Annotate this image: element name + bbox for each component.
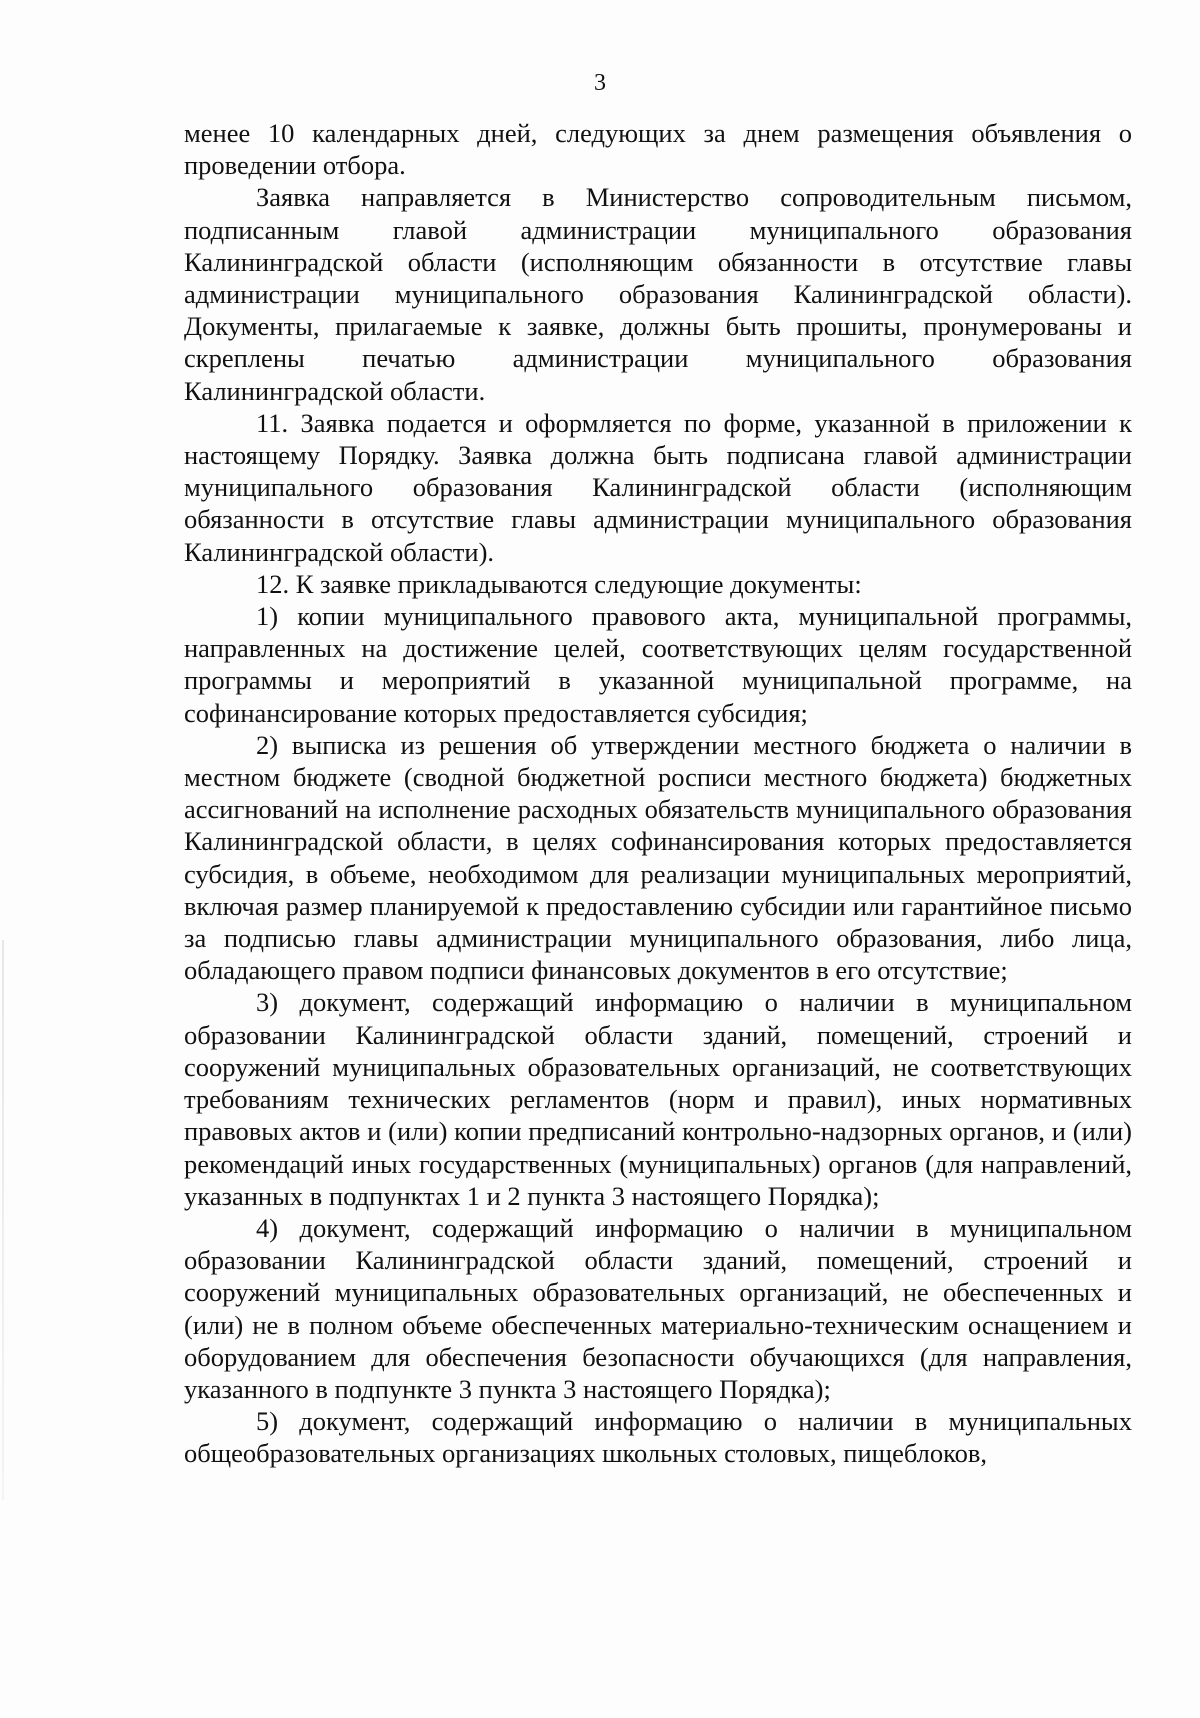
document-body [184,117,1132,1470]
paragraph-item-11: 11. Заявка подается и оформляется по форме, указанной в приложении к настоящему Порядку. Заявка должна быть подписана главой администрации муниципального образования Калининградской области (исполняющим обязанности в отсутствие главы администрации муниципального образования Калининградской области). [184,407,1132,567]
paragraph-continuation: менее 10 календарных дней, следующих за днем размещения объявления о проведении отбора. [184,118,1132,181]
paragraph-subitem-5: 5) документ, содержащий информацию о наличии в муниципальных общеобразовательных организациях школьных столовых, пищеблоков, [184,1406,1132,1469]
paragraph-subitem-3: 3) документ, содержащий информацию о наличии в муниципальном образовании Калининградской области зданий, помещений, строений и сооружений муниципальных образовательных организаций, не соответствующих требованиям технических регламентов (норм и правил), иных нормативных правовых актов и (или) копии предписаний контрольно-надзорных органов, и (или) рекомендаций иных государственных (муниципальных) органов (для направлений, указанных в подпунктах 1 и 2 пункта 3 настоящего Порядка); [184,987,1132,1211]
scan-edge-artifact [2,940,4,1500]
paragraph-subitem-2: 2) выписка из решения об утверждении местного бюджета о наличии в местном бюджете (сводной бюджетной росписи местного бюджета) бюджетных ассигнований на исполнение расходных обязательств муниципального образования Калининградской области, в целях софинансирования которых предоставляется субсидия, в объеме, необходимом для реализации муниципальных мероприятий, включая размер планируемой к предоставлению субсидии или гарантийное письмо за подписью главы администрации муниципального образования, либо лица, обладающего правом подписи финансовых документов в его отсутствие; [184,729,1132,986]
page-number: 3 [594,70,606,96]
paragraph-subitem-4: 4) документ, содержащий информацию о наличии в муниципальном образовании Калининградской области зданий, помещений, строений и сооружений муниципальных образовательных организаций, не обеспеченных и (или) не в полном объеме обеспеченных материально-техническим оснащением и оборудованием для обеспечения безопасности обучающихся (для направления, указанного в подпункте 3 пункта 3 настоящего Порядка); [184,1212,1132,1404]
paragraph-subitem-1: 1) копии муниципального правового акта, муниципальной программы, направленных на достижение целей, соответствующих целям государственной программы и мероприятий в указанной муниципальной программе, на софинансирование которых предоставляется субсидия; [184,601,1132,728]
paragraph-application-submission: Заявка направляется в Министерство сопроводительным письмом, подписанным главой администрации муниципального образования Калининградской области (исполняющим обязанности в отсутствие главы администрации муниципального образования Калининградской области). Документы, прилагаемые к заявке, должны быть прошиты, пронумерованы и скреплены печатью администрации муниципального образования Калининградской области. [184,182,1132,406]
paragraph-item-12: 12. К заявке прикладываются следующие документы: [256,568,862,599]
